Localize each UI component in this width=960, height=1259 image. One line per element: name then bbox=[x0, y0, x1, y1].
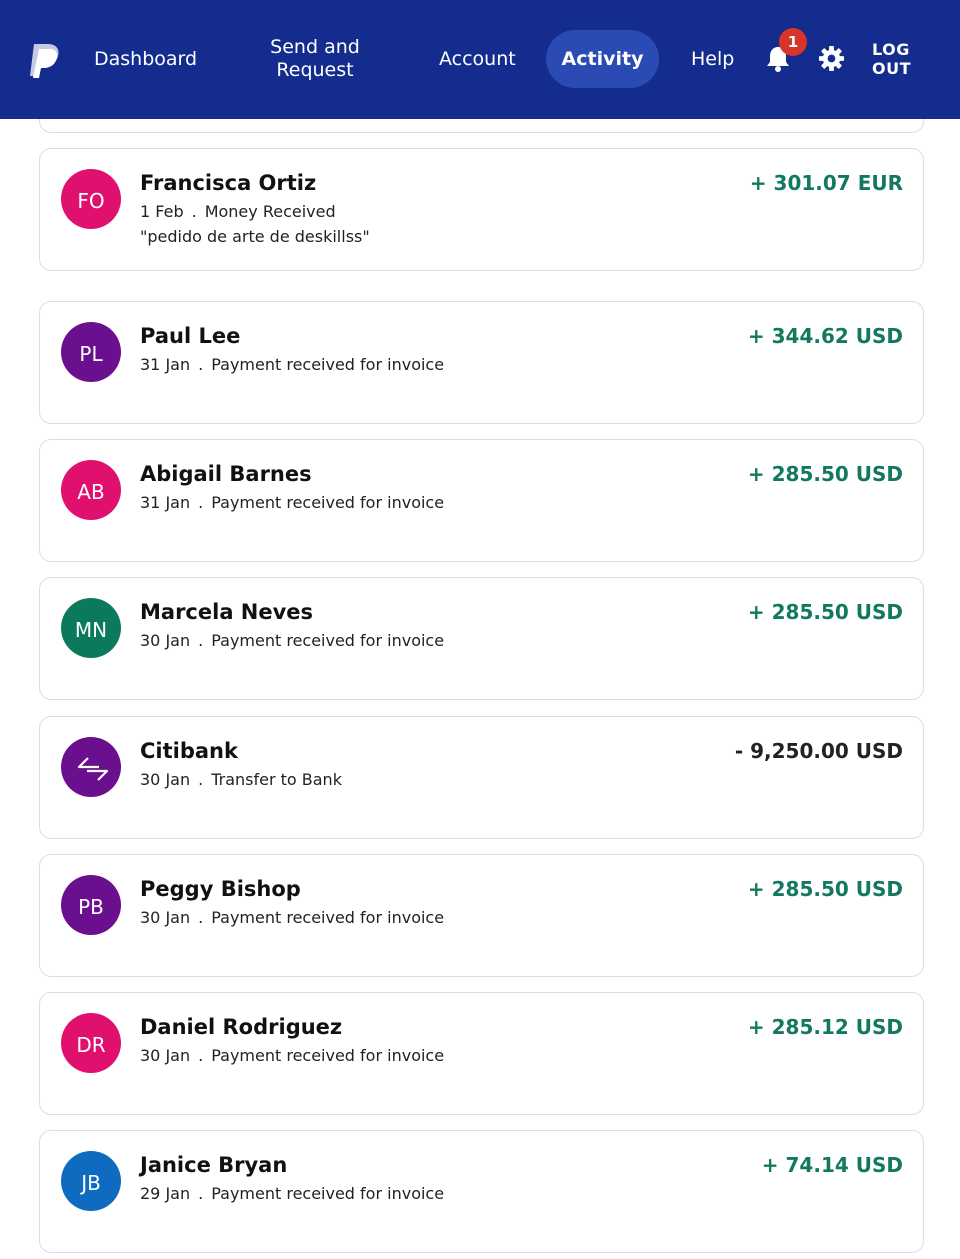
transaction-date: 31 Jan bbox=[140, 493, 191, 512]
transaction-type: Payment received for invoice bbox=[211, 1184, 445, 1203]
transaction-meta: 31 Jan . Payment received for invoice bbox=[140, 355, 445, 374]
transaction-date: 1 Feb bbox=[140, 202, 184, 221]
avatar: FO bbox=[61, 169, 121, 229]
transaction-card[interactable] bbox=[39, 301, 924, 424]
transaction-date: 30 Jan bbox=[140, 908, 191, 927]
transaction-note: "pedido de arte de deskillss" bbox=[140, 227, 370, 246]
nav-send-and-request[interactable]: Send and Request bbox=[270, 36, 360, 81]
transaction-amount: + 285.50 USD bbox=[747, 877, 903, 901]
transaction-meta: 30 Jan . Transfer to Bank bbox=[140, 770, 342, 789]
gear-icon[interactable] bbox=[818, 45, 845, 72]
transaction-name: Citibank bbox=[140, 739, 238, 763]
avatar: AB bbox=[61, 460, 121, 520]
transaction-meta: 30 Jan . Payment received for invoice bbox=[140, 908, 445, 927]
transaction-type: Money Received bbox=[204, 202, 336, 221]
transaction-name: Marcela Neves bbox=[140, 600, 314, 624]
transaction-meta: 30 Jan . Payment received for invoice bbox=[140, 631, 445, 650]
transaction-amount: - 9,250.00 USD bbox=[734, 739, 903, 763]
avatar: PB bbox=[61, 875, 121, 935]
transaction-date: 29 Jan bbox=[140, 1184, 191, 1203]
transaction-date: 30 Jan bbox=[140, 631, 191, 650]
transaction-type: Transfer to Bank bbox=[211, 770, 342, 789]
transaction-card[interactable] bbox=[39, 716, 924, 839]
transaction-name: Peggy Bishop bbox=[140, 877, 301, 901]
transaction-card[interactable] bbox=[39, 577, 924, 700]
transaction-card[interactable] bbox=[39, 854, 924, 977]
transaction-type: Payment received for invoice bbox=[211, 1046, 445, 1065]
transaction-amount: + 285.50 USD bbox=[747, 600, 903, 624]
transaction-card[interactable] bbox=[39, 148, 924, 271]
transaction-type: Payment received for invoice bbox=[211, 493, 445, 512]
transaction-meta: 31 Jan . Payment received for invoice bbox=[140, 493, 445, 512]
transaction-name: Paul Lee bbox=[140, 324, 241, 348]
transaction-meta: 29 Jan . Payment received for invoice bbox=[140, 1184, 445, 1203]
transaction-name: Janice Bryan bbox=[140, 1153, 288, 1177]
avatar: MN bbox=[61, 598, 121, 658]
nav-help[interactable]: Help bbox=[691, 48, 735, 70]
top-nav-bar bbox=[0, 0, 960, 119]
transaction-card[interactable] bbox=[39, 1130, 924, 1253]
transaction-amount: + 301.07 EUR bbox=[749, 171, 903, 195]
avatar: PL bbox=[61, 322, 121, 382]
transaction-type: Payment received for invoice bbox=[211, 355, 445, 374]
avatar: JB bbox=[61, 1151, 121, 1211]
avatar: DR bbox=[61, 1013, 121, 1073]
transaction-amount: + 74.14 USD bbox=[761, 1153, 903, 1177]
paypal-logo[interactable] bbox=[28, 42, 62, 78]
transaction-amount: + 344.62 USD bbox=[747, 324, 903, 348]
transaction-meta: 30 Jan . Payment received for invoice bbox=[140, 1046, 445, 1065]
transaction-date: 30 Jan bbox=[140, 770, 191, 789]
nav-account[interactable]: Account bbox=[439, 48, 516, 70]
transaction-type: Payment received for invoice bbox=[211, 908, 445, 927]
transaction-amount: + 285.50 USD bbox=[747, 462, 903, 486]
transaction-card[interactable] bbox=[39, 439, 924, 562]
nav-activity[interactable]: Activity bbox=[546, 30, 659, 88]
transaction-amount: + 285.12 USD bbox=[747, 1015, 903, 1039]
transfer-arrows-icon bbox=[77, 755, 109, 783]
transaction-meta: 1 Feb . Money Received bbox=[140, 202, 336, 221]
notification-badge: 1 bbox=[779, 28, 807, 56]
transaction-date: 31 Jan bbox=[140, 355, 191, 374]
transaction-date: 30 Jan bbox=[140, 1046, 191, 1065]
transaction-name: Francisca Ortiz bbox=[140, 171, 317, 195]
transaction-name: Abigail Barnes bbox=[140, 462, 312, 486]
transaction-card[interactable] bbox=[39, 992, 924, 1115]
avatar bbox=[61, 737, 121, 797]
transaction-type: Payment received for invoice bbox=[211, 631, 445, 650]
nav-dashboard[interactable]: Dashboard bbox=[94, 48, 198, 70]
logout-button[interactable]: LOG OUT bbox=[872, 40, 912, 78]
transaction-name: Daniel Rodriguez bbox=[140, 1015, 343, 1039]
